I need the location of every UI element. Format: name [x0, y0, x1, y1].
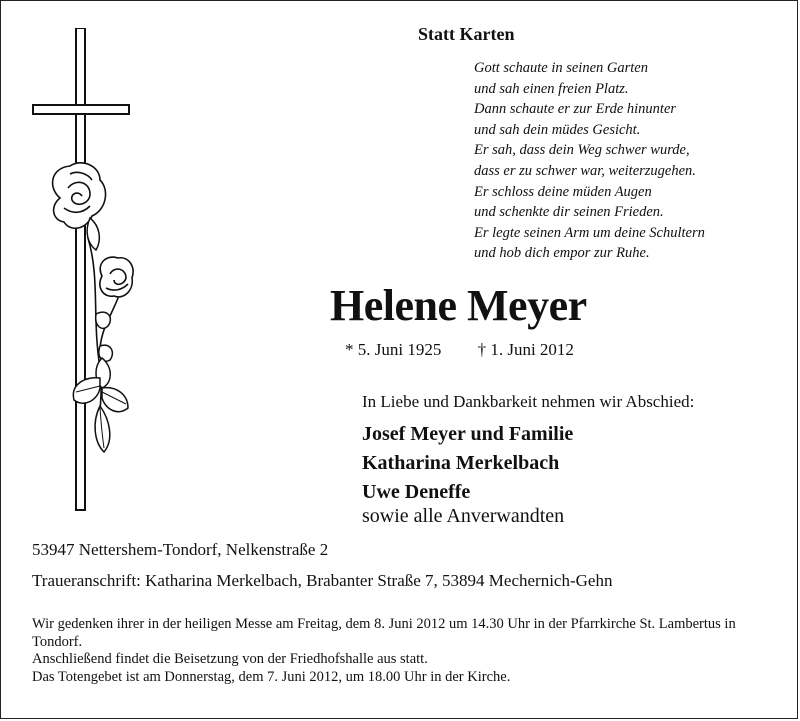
mourner-name: Uwe Deneffe: [362, 481, 471, 503]
mourner-name: Katharina Merkelbach: [362, 452, 560, 474]
poem-line: und sah einen freien Platz.: [474, 80, 629, 97]
notice-paragraph: Wir gedenken ihrer in der heiligen Messe am Freitag, dem 8. Juni 2012 um 14.30 Uhr in der Pfarrkirche St. Lambertus in Tondorf.: [32, 616, 736, 650]
poem-line: und sah dein müdes Gesicht.: [474, 121, 641, 138]
service-notice: [32, 616, 772, 686]
poem: [474, 58, 705, 264]
poem-line: Er sah, dass dein Weg schwer wurde,: [474, 142, 690, 159]
relatives-line: sowie alle Anverwandten: [362, 505, 565, 527]
notice-paragraph: Das Totengebet ist am Donnerstag, dem 7. Juni 2012, um 18.00 Uhr in der Kirche.: [32, 668, 511, 685]
notice-paragraph: Anschließend findet die Beisetzung von der Friedhofshalle aus statt.: [32, 651, 428, 667]
poem-line: Er schloss deine müden Augen: [474, 183, 652, 200]
poem-line: und hob dich empor zur Ruhe.: [474, 245, 650, 262]
cross-horizontal-beam: [33, 105, 129, 114]
farewell-line: In Liebe und Dankbarkeit nehmen wir Abschied:: [362, 392, 695, 411]
cross-vertical-beam: [76, 28, 85, 510]
notice-heading: Statt Karten: [418, 24, 515, 44]
poem-line: Dann schaute er zur Erde hinunter: [474, 101, 677, 118]
poem-line: dass er zu schwer war, weiterzugehen.: [474, 162, 696, 179]
mourning-address: Traueranschrift: Katharina Merkelbach, Brabanter Straße 7, 53894 Mechernich-Gehn: [32, 571, 613, 590]
poem-line: Gott schaute in seinen Garten: [474, 60, 648, 76]
rose-lower-icon: [100, 257, 133, 297]
cross-with-roses-icon: [30, 28, 140, 513]
deceased-name: Helene Meyer: [330, 281, 587, 330]
rose-upper-icon: [53, 163, 106, 228]
mourners-list: [362, 420, 573, 507]
poem-line: Er legte seinen Arm um deine Schultern: [474, 224, 705, 241]
death-date: † 1. Juni 2012: [477, 340, 574, 359]
mourner-name: Josef Meyer und Familie: [362, 423, 574, 445]
poem-line: und schenkte dir seinen Frieden.: [474, 204, 664, 221]
family-address: 53947 Nettershem-Tondorf, Nelkenstraße 2: [32, 540, 329, 559]
birth-date: * 5. Juni 1925: [345, 340, 442, 359]
life-dates: [345, 340, 574, 360]
